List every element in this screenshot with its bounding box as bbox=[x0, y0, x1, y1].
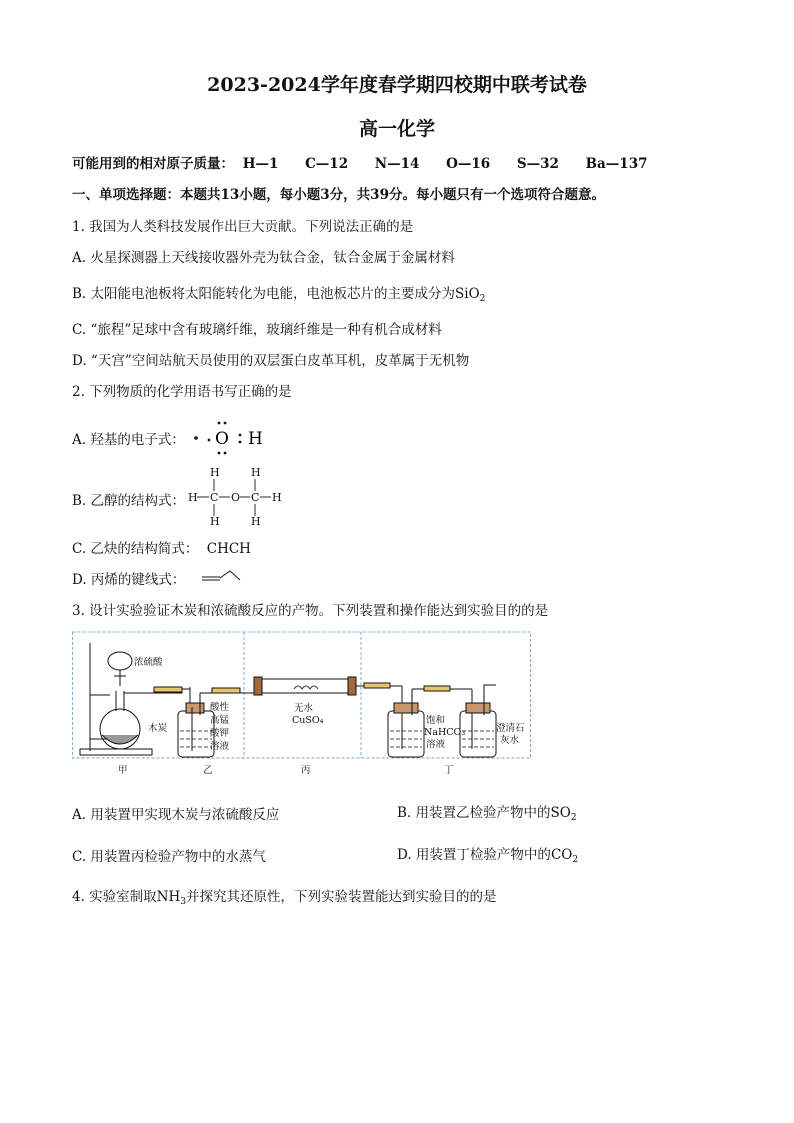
atom-c: C bbox=[251, 491, 260, 504]
tube-stopper bbox=[348, 677, 356, 695]
label-concentrated-acid: 浓硫酸 bbox=[134, 657, 163, 668]
oxygen-symbol: O bbox=[215, 429, 229, 449]
label-kmno4-1: 酸性 bbox=[210, 702, 230, 713]
separatory-funnel bbox=[108, 652, 132, 670]
q3-option-d-subscript: 2 bbox=[572, 855, 579, 865]
rubber-joint bbox=[424, 686, 450, 691]
stopper bbox=[186, 703, 204, 713]
atom-h: H bbox=[188, 491, 198, 504]
electron-dot bbox=[208, 439, 211, 442]
single-bond-line bbox=[220, 571, 240, 580]
label-yi: 乙 bbox=[203, 765, 213, 776]
atomic-mass-s: S—32 bbox=[516, 156, 559, 172]
q1-option-b bbox=[72, 282, 485, 304]
label-nahco3-1: 饱和 bbox=[426, 715, 446, 726]
experiment-apparatus-figure bbox=[72, 631, 534, 781]
q1-option-b-formula: SiO bbox=[455, 286, 480, 302]
label-limewater-2: 灰水 bbox=[500, 735, 520, 746]
q1-stem: 1. 我国为人类科技发展作出巨大贡献。下列说法正确的是 bbox=[72, 219, 414, 235]
hydrogen-symbol: H bbox=[248, 429, 263, 449]
q3-option-a: A. 用装置甲实现木炭与浓硫酸反应 bbox=[72, 807, 280, 823]
charcoal-contents bbox=[102, 735, 138, 744]
rubber-joint bbox=[364, 683, 390, 688]
label-cuso4-2: CuSO₄ bbox=[292, 715, 324, 726]
gas-washing-bottle-d2 bbox=[460, 711, 496, 757]
label-kmno4-4: 溶液 bbox=[210, 741, 230, 752]
label-limewater-1: 澄清石 bbox=[496, 723, 525, 734]
q2-option-c-label: C. 乙炔的结构简式： bbox=[72, 541, 199, 557]
electron-dot bbox=[224, 452, 227, 455]
q2-stem: 2. 下列物质的化学用语书写正确的是 bbox=[72, 384, 292, 400]
ethanol-structural-formula bbox=[186, 464, 286, 530]
q4-formula-subscript: 3 bbox=[180, 897, 186, 907]
exam-title: 2023-2024学年度春学期四校期中联考试卷 bbox=[207, 74, 587, 96]
atom-h: H bbox=[251, 515, 261, 528]
q2-option-d bbox=[72, 568, 185, 588]
q2-option-d-label: D. 丙烯的键线式： bbox=[72, 572, 186, 588]
q1-option-c: C. “旅程”足球中含有玻璃纤维，玻璃纤维是一种有机合成材料 bbox=[72, 322, 442, 338]
atom-h: H bbox=[210, 515, 220, 528]
q2-option-c-value: CHCH bbox=[206, 541, 251, 557]
gas-washing-bottle-b bbox=[178, 711, 214, 757]
electron-dot bbox=[218, 422, 221, 425]
atomic-mass-c: C—12 bbox=[305, 156, 349, 172]
label-kmno4-3: 酸钾 bbox=[210, 728, 230, 739]
q1-option-b-subscript: 2 bbox=[479, 294, 486, 304]
q3-stem: 3. 设计实验验证木炭和浓硫酸反应的产物。下列装置和操作能达到实验目的的是 bbox=[72, 603, 549, 619]
q2-option-c bbox=[72, 537, 251, 557]
label-charcoal: 木炭 bbox=[148, 723, 168, 734]
q1-option-a: A. 火星探测器上天线接收器外壳为钛合金，钛合金属于金属材料 bbox=[72, 250, 455, 266]
label-kmno4-2: 高锰 bbox=[210, 715, 230, 726]
q3-option-b-text: B. 用装置乙检验产物中的 bbox=[397, 805, 551, 821]
atomic-mass-line bbox=[72, 152, 669, 172]
label-nahco3-2: NaHCO₃ bbox=[424, 727, 466, 738]
atom-h: H bbox=[272, 491, 282, 504]
label-cuso4-1: 无水 bbox=[294, 703, 314, 714]
propene-skeletal-formula bbox=[200, 569, 242, 583]
stand-base bbox=[80, 749, 152, 755]
stopper bbox=[466, 703, 490, 713]
gas-washing-bottle-d1 bbox=[388, 711, 424, 757]
q3-option-d-text: D. 用装置丁检验产物中的 bbox=[397, 847, 551, 863]
atom-c: C bbox=[210, 491, 219, 504]
q3-option-d-formula: CO bbox=[550, 847, 573, 863]
q3-option-b bbox=[397, 801, 577, 823]
stopper bbox=[394, 703, 418, 713]
q3-option-b-formula: SO bbox=[550, 805, 571, 821]
q3-option-b-subscript: 2 bbox=[570, 813, 577, 823]
q4-formula: NH bbox=[156, 889, 181, 905]
atom-h: H bbox=[251, 466, 261, 479]
label-bing: 丙 bbox=[301, 765, 311, 776]
atomic-mass-o: O—16 bbox=[446, 156, 491, 172]
atomic-mass-n: N—14 bbox=[374, 156, 420, 172]
q4-stem bbox=[72, 885, 497, 907]
q2-option-a bbox=[72, 428, 185, 448]
q2-option-a-label: A. 羟基的电子式： bbox=[72, 432, 185, 448]
hydroxyl-electron-formula bbox=[188, 418, 278, 456]
q2-option-b bbox=[72, 489, 185, 509]
q1-option-d: D. “天宫”空间站航天员使用的双层蛋白皮革耳机，皮革属于无机物 bbox=[72, 353, 470, 369]
q3-option-c: C. 用装置丙检验产物中的水蒸气 bbox=[72, 849, 266, 865]
apparatus-frame bbox=[73, 632, 531, 758]
atomic-mass-label: 可能用到的相对原子质量： bbox=[72, 156, 234, 172]
atomic-mass-ba: Ba—137 bbox=[585, 156, 648, 172]
atomic-mass-h: H—1 bbox=[242, 156, 279, 172]
label-jia: 甲 bbox=[118, 765, 128, 776]
q2-option-b-label: B. 乙醇的结构式： bbox=[72, 493, 186, 509]
q4-stem-post: 并探究其还原性，下列实验装置能达到实验目的的是 bbox=[186, 889, 497, 905]
section-heading: 一、单项选择题：本题共13小题，每小题3分，共39分。每小题只有一个选项符合题意。 bbox=[72, 187, 605, 203]
electron-dot bbox=[239, 434, 242, 437]
lone-electron-dot bbox=[194, 436, 198, 440]
label-nahco3-3: 溶液 bbox=[426, 739, 446, 750]
atom-o: O bbox=[231, 491, 241, 504]
rubber-joint bbox=[154, 687, 182, 692]
electron-dot bbox=[239, 441, 242, 444]
tube-stopper bbox=[254, 677, 262, 695]
electron-dot bbox=[224, 422, 227, 425]
label-ding: 丁 bbox=[444, 765, 454, 776]
exam-subject: 高一化学 bbox=[358, 118, 435, 140]
q4-stem-pre: 4. 实验室制取 bbox=[72, 889, 157, 905]
atom-h: H bbox=[210, 466, 220, 479]
rubber-joint bbox=[212, 688, 240, 693]
cuso4-powder bbox=[294, 686, 318, 689]
q3-option-d bbox=[397, 843, 578, 865]
electron-dot bbox=[218, 452, 221, 455]
q1-option-b-text: B. 太阳能电池板将太阳能转化为电能，电池板芯片的主要成分为 bbox=[72, 286, 456, 302]
